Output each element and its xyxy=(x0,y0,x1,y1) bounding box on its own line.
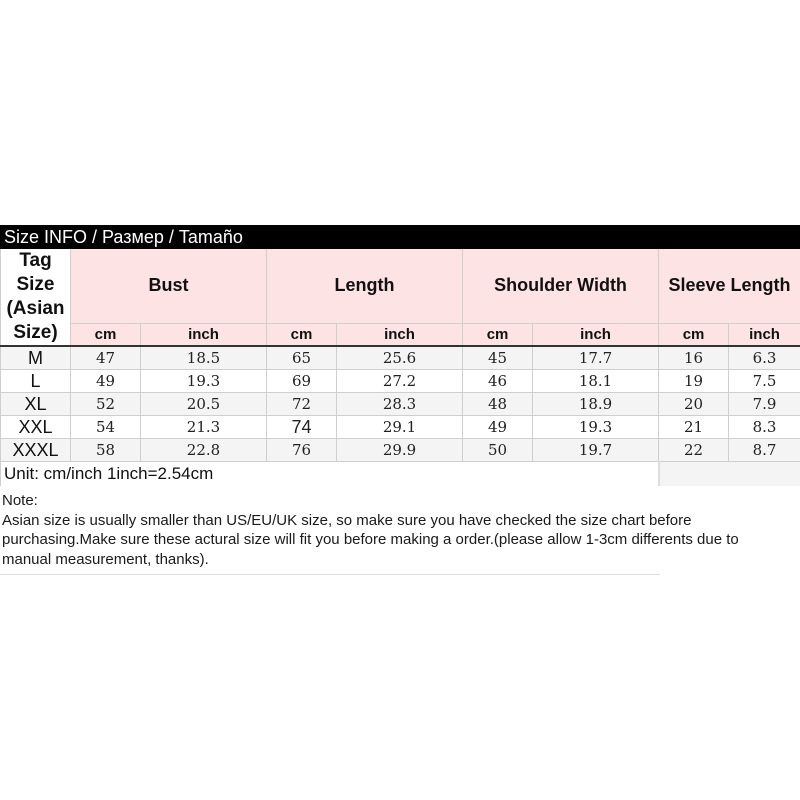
bust-cm: 49 xyxy=(71,370,141,393)
bust-inch: 18.5 xyxy=(141,346,267,370)
length-cm: 76 xyxy=(267,439,337,462)
table-row xyxy=(1,439,800,462)
bust-cm: 47 xyxy=(71,346,141,370)
shoulder-inch: 18.1 xyxy=(533,370,659,393)
group-header-row xyxy=(1,249,800,324)
bust-header: Bust xyxy=(71,249,267,324)
table-row xyxy=(1,393,800,416)
shoulder-cm: 50 xyxy=(463,439,533,462)
unit-cm-header: cm xyxy=(463,323,533,346)
bust-inch: 21.3 xyxy=(141,416,267,439)
table-row xyxy=(1,370,800,393)
sleeve-cm: 16 xyxy=(659,346,729,370)
sleeve-inch: 7.5 xyxy=(729,370,800,393)
length-inch: 29.1 xyxy=(337,416,463,439)
shoulder-inch: 17.7 xyxy=(533,346,659,370)
table-row xyxy=(1,416,800,439)
sleeve-inch: 7.9 xyxy=(729,393,800,416)
unit-cm-header: cm xyxy=(659,323,729,346)
length-header: Length xyxy=(267,249,463,324)
note-block xyxy=(2,491,792,569)
shoulder-cm: 45 xyxy=(463,346,533,370)
length-cm: 74 xyxy=(267,416,337,439)
bust-cm: 54 xyxy=(71,416,141,439)
unit-inch-header: inch xyxy=(729,323,800,346)
tag-size-header xyxy=(1,249,71,347)
title-bar-segment xyxy=(463,226,659,249)
tag-size-line: Size) xyxy=(13,322,58,343)
table-row xyxy=(1,346,800,370)
sleeve-cm: 19 xyxy=(659,370,729,393)
unit-note-row xyxy=(1,462,800,487)
unit-cm-header: cm xyxy=(267,323,337,346)
unit-inch-header: inch xyxy=(337,323,463,346)
unit-note: Unit: cm/inch 1inch=2.54cm xyxy=(1,462,659,487)
shoulder-inch: 18.9 xyxy=(533,393,659,416)
length-cm: 72 xyxy=(267,393,337,416)
unit-inch-header: inch xyxy=(141,323,267,346)
bust-inch: 22.8 xyxy=(141,439,267,462)
size-table xyxy=(0,225,800,486)
tag-size-line: (Asian xyxy=(6,298,65,319)
length-inch: 25.6 xyxy=(337,346,463,370)
title-bar-segment xyxy=(659,226,800,249)
sleeve-cm: 20 xyxy=(659,393,729,416)
shoulder-inch: 19.3 xyxy=(533,416,659,439)
length-inch: 29.9 xyxy=(337,439,463,462)
length-inch: 28.3 xyxy=(337,393,463,416)
sleeve-inch: 8.7 xyxy=(729,439,800,462)
bust-cm: 52 xyxy=(71,393,141,416)
note-text: Asian size is usually smaller than US/EU/UK size, so make sure you have checked the size chart before purchasing.Make sure these actural size will fit you before making a order.(please allow 1-3cm differents due to manual measurement, thanks). xyxy=(2,511,739,568)
shoulder-cm: 48 xyxy=(463,393,533,416)
size-label: XL xyxy=(1,393,71,416)
bust-inch: 20.5 xyxy=(141,393,267,416)
sleeve-cm: 21 xyxy=(659,416,729,439)
shoulder-inch: 19.7 xyxy=(533,439,659,462)
unit-note-filler xyxy=(659,462,800,487)
unit-inch-header: inch xyxy=(533,323,659,346)
unit-header-row xyxy=(1,323,800,346)
size-chart xyxy=(0,225,800,486)
bust-inch: 19.3 xyxy=(141,370,267,393)
divider xyxy=(0,574,660,575)
table-title: Size INFO / Размер / Tamaño xyxy=(1,226,463,249)
size-label: XXL xyxy=(1,416,71,439)
note-label: Note: xyxy=(2,492,38,509)
length-cm: 69 xyxy=(267,370,337,393)
sleeve-inch: 6.3 xyxy=(729,346,800,370)
length-cm: 65 xyxy=(267,346,337,370)
title-row xyxy=(1,226,800,249)
sleeve-cm: 22 xyxy=(659,439,729,462)
unit-cm-header: cm xyxy=(71,323,141,346)
sleeve-length-header: Sleeve Length xyxy=(659,249,800,324)
tag-size-line: Tag xyxy=(19,250,52,271)
size-label: XXXL xyxy=(1,439,71,462)
shoulder-cm: 46 xyxy=(463,370,533,393)
shoulder-width-header: Shoulder Width xyxy=(463,249,659,324)
shoulder-cm: 49 xyxy=(463,416,533,439)
length-inch: 27.2 xyxy=(337,370,463,393)
bust-cm: 58 xyxy=(71,439,141,462)
sleeve-inch: 8.3 xyxy=(729,416,800,439)
size-label: M xyxy=(1,346,71,370)
tag-size-line: Size xyxy=(16,274,55,295)
size-label: L xyxy=(1,370,71,393)
